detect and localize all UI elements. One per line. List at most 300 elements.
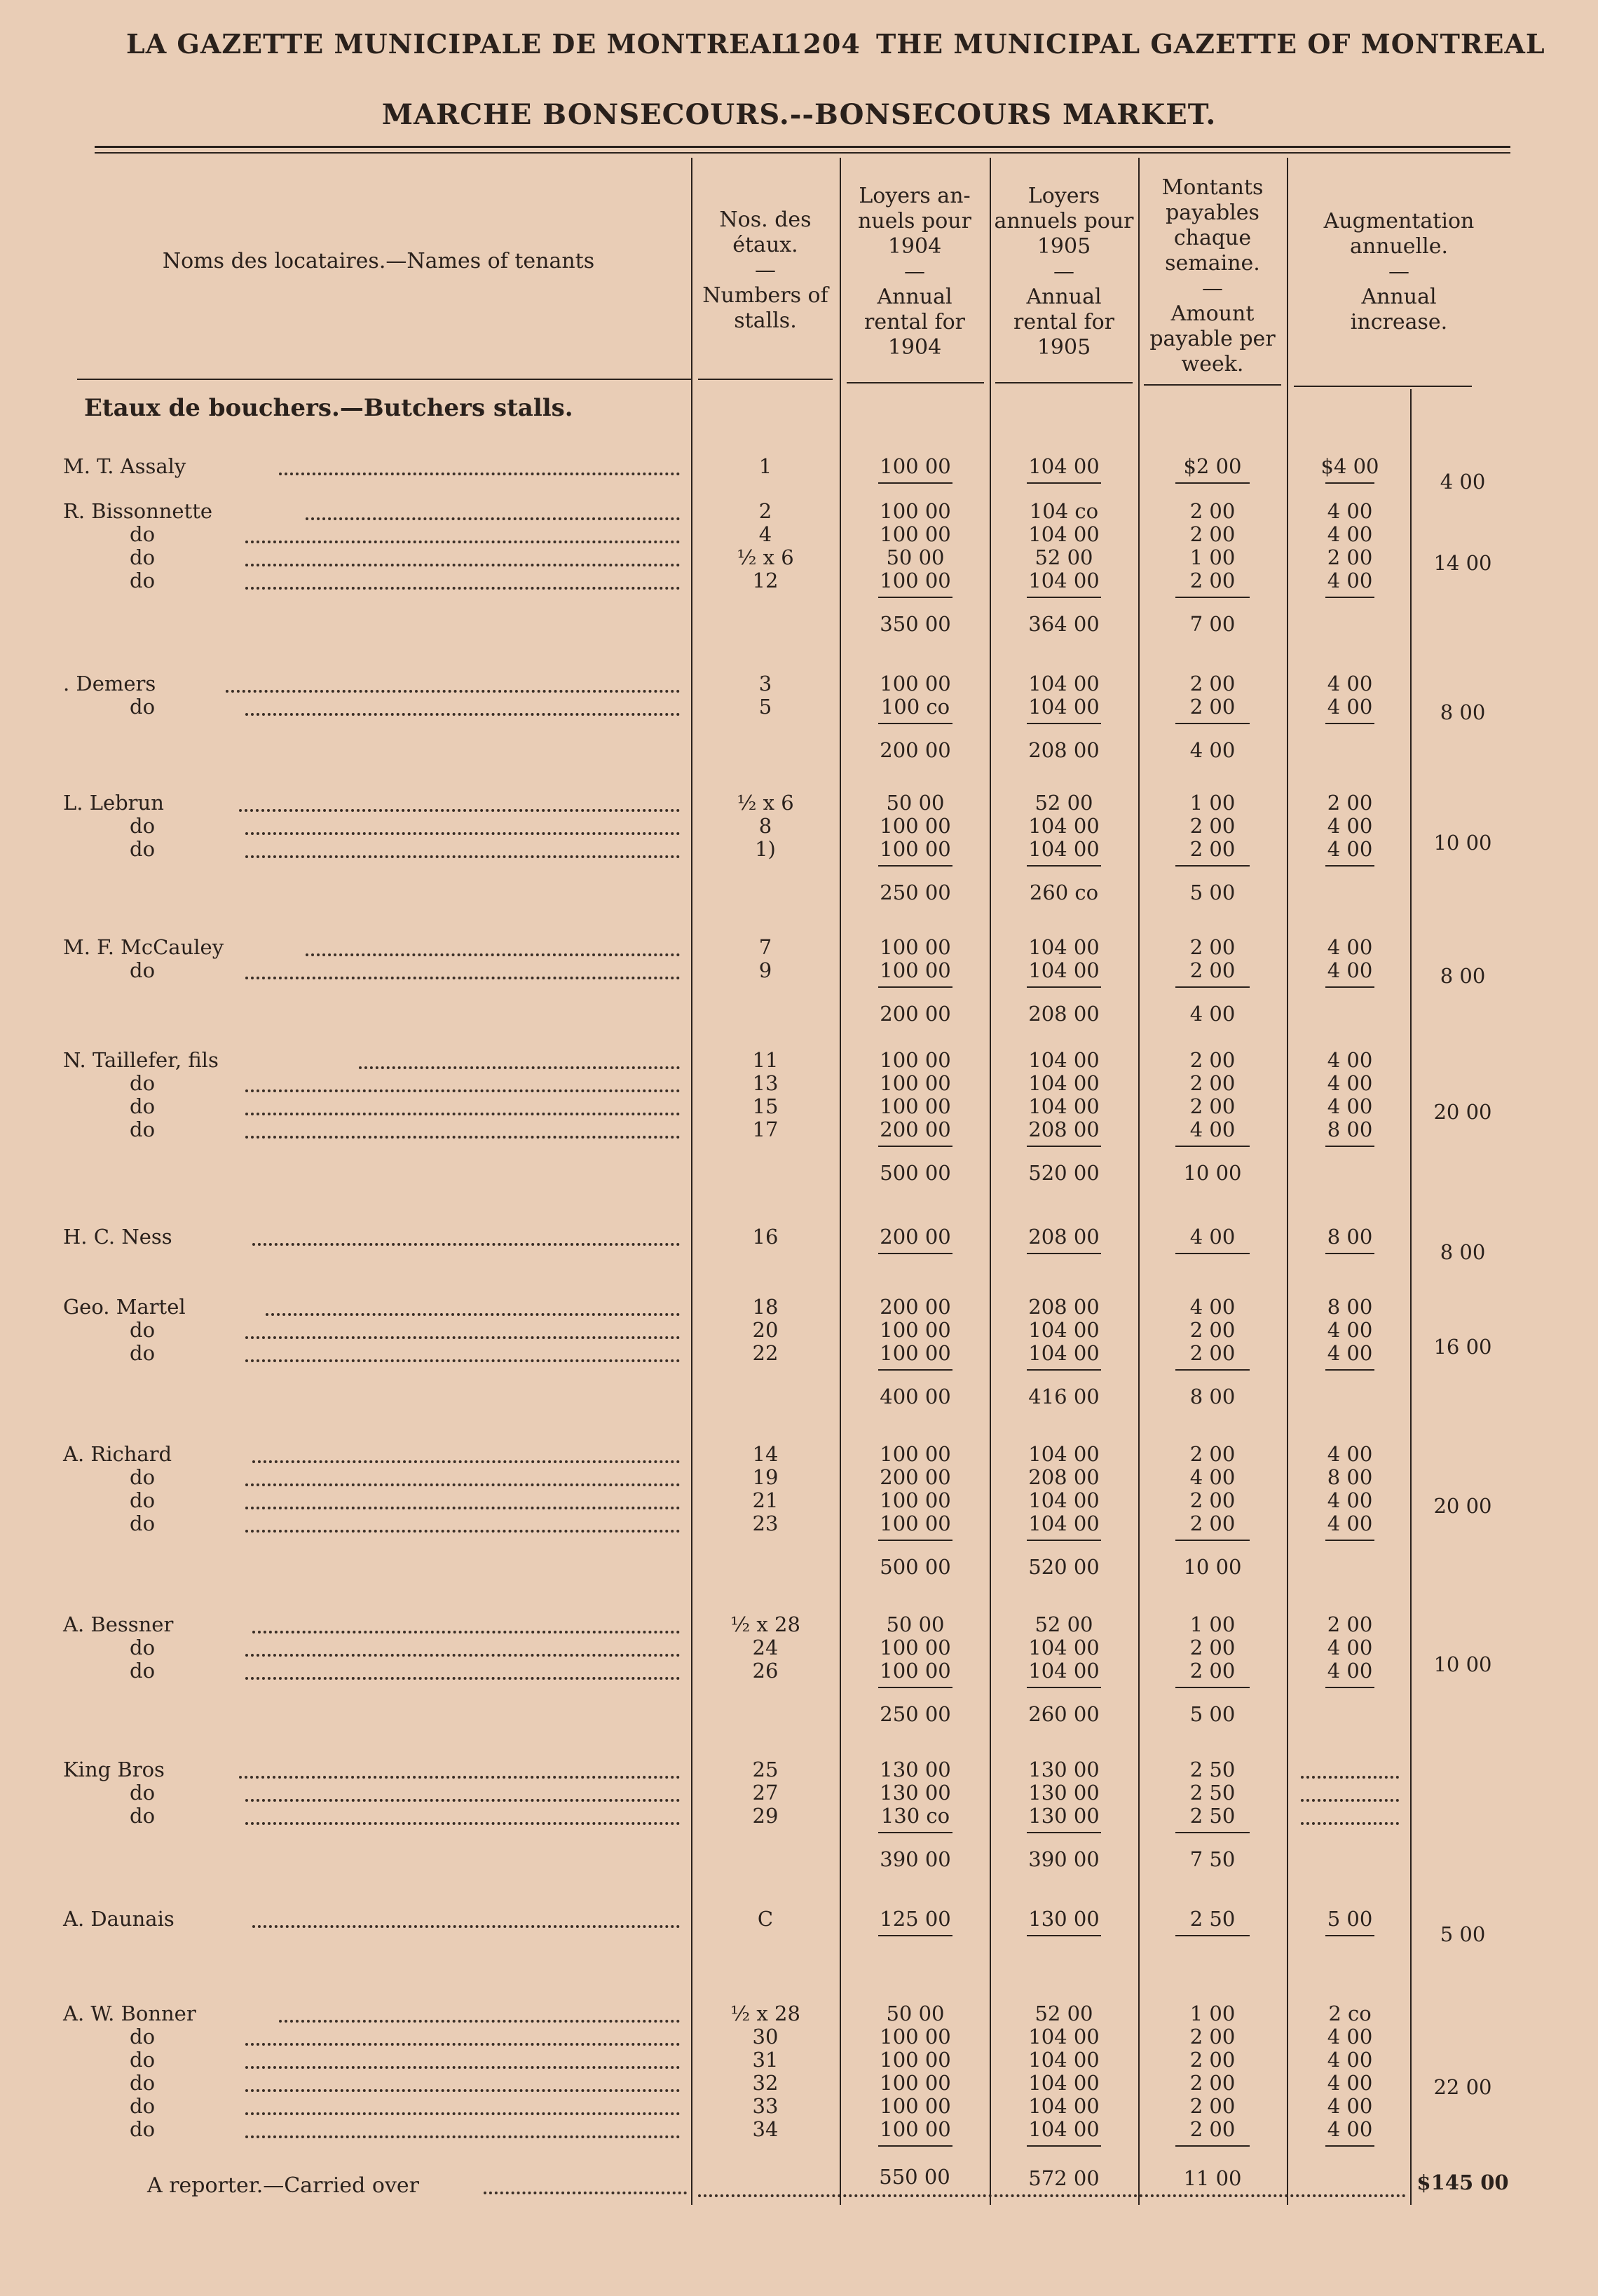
cell-weekly: 2 00 — [1189, 1094, 1236, 1118]
cell-r1905: 104 00 — [1028, 2117, 1100, 2141]
cell-r1904: 50 00 — [886, 2002, 945, 2025]
tenant-name: A. W. Bonner — [63, 2002, 196, 2025]
cell-weekly: 2 00 — [1189, 958, 1236, 982]
column-underline — [1325, 2145, 1374, 2147]
cell-weekly: 2 00 — [1189, 2117, 1236, 2141]
cell-weekly: 2 00 — [1189, 1318, 1236, 1342]
cell-r1904: 200 00 — [880, 1465, 951, 1489]
cell-weekly: $2 00 — [1183, 454, 1242, 478]
cell-r1904: 50 00 — [886, 791, 945, 815]
cell-r1905: 208 00 — [1028, 1118, 1100, 1141]
cell-weekly: 1 00 — [1189, 2002, 1236, 2025]
leader-dots — [245, 1530, 680, 1533]
cell-increase: 4 00 — [1327, 1488, 1373, 1512]
cell-r1905: 104 00 — [1028, 672, 1100, 695]
cell-r1904: 100 00 — [880, 1659, 951, 1683]
cell-r1905: 104 00 — [1028, 2048, 1100, 2072]
subtotal-r1904: 500 00 — [880, 1555, 951, 1579]
cell-weekly: 2 00 — [1189, 522, 1236, 546]
leader-dots — [245, 2135, 680, 2138]
cell-increase: 4 00 — [1327, 1094, 1373, 1118]
leader-dots — [245, 1654, 680, 1657]
leader-dots — [226, 690, 680, 693]
column-underline — [878, 1146, 952, 1147]
column-underline — [878, 1687, 952, 1688]
cell-r1904: 50 00 — [886, 545, 945, 569]
column-header-weekly: Montants payables chaque semaine. — Amount payable per week. — [1149, 175, 1276, 376]
subtotal-weekly: 5 00 — [1189, 1702, 1236, 1726]
cell-increase: 8 00 — [1327, 1295, 1373, 1319]
column-underline — [1027, 986, 1101, 988]
leader-dots — [245, 1822, 680, 1825]
header-rule-1904 — [847, 382, 984, 383]
cell-r1905: 52 00 — [1034, 791, 1093, 815]
cell-r1904: 100 00 — [880, 2094, 951, 2118]
col-separator-names — [691, 158, 692, 2205]
cell-stall: ½ x 6 — [737, 545, 794, 569]
column-underline — [878, 865, 952, 867]
tenant-name: King Bros — [63, 1758, 165, 1781]
cell-r1904: 100 00 — [880, 837, 951, 861]
subtotal-r1905: 390 00 — [1028, 1847, 1100, 1871]
leader-dots — [245, 1359, 680, 1362]
cell-increase: 4 00 — [1327, 814, 1373, 838]
leader-dots — [245, 1507, 680, 1509]
group-total: 8 00 — [1440, 700, 1486, 724]
subtotal-r1905: 208 00 — [1028, 738, 1100, 762]
cell-weekly: 2 00 — [1189, 695, 1236, 719]
cell-r1904: 100 00 — [880, 1318, 951, 1342]
cell-weekly: 1 00 — [1189, 1612, 1236, 1636]
cell-r1904: 100 00 — [880, 1048, 951, 1072]
column-underline — [1175, 865, 1250, 867]
cell-r1904: 100 00 — [880, 522, 951, 546]
column-underline — [1175, 1935, 1250, 1936]
leader-dots — [306, 517, 680, 520]
cell-r1904: 130 00 — [880, 1781, 951, 1805]
cell-stall: 1 — [758, 454, 772, 478]
tenant-name: A. Bessner — [63, 1612, 174, 1636]
cell-stall: 9 — [758, 958, 772, 982]
cell-r1905: 104 00 — [1028, 1488, 1100, 1512]
leader-dots — [252, 1243, 680, 1246]
cell-r1905: 104 00 — [1028, 1048, 1100, 1072]
cell-stall: 30 — [752, 2025, 779, 2049]
column-underline — [1027, 1687, 1101, 1688]
column-underline — [1175, 1687, 1250, 1688]
page-subtitle: MARCHE BONSECOURS.--BONSECOURS MARKET. — [381, 98, 1217, 131]
cell-r1905: 104 00 — [1028, 695, 1100, 719]
cell-r1905: 208 00 — [1028, 1465, 1100, 1489]
column-underline — [1325, 986, 1374, 988]
subtotal-r1905: 520 00 — [1028, 1555, 1100, 1579]
column-header-names: Noms des locataires.—Names of tenants — [162, 249, 595, 273]
ditto-mark: do — [130, 2117, 156, 2141]
leader-dots — [1301, 1776, 1399, 1779]
cell-r1904: 100 00 — [880, 814, 951, 838]
column-underline — [1175, 986, 1250, 988]
header-rule-names — [77, 379, 691, 380]
cell-increase: 4 00 — [1327, 1512, 1373, 1535]
ditto-mark: do — [130, 814, 156, 838]
cell-weekly: 2 00 — [1189, 569, 1236, 592]
cell-r1904: 125 00 — [880, 1907, 951, 1931]
carried-over-total: $145 00 — [1416, 2171, 1509, 2194]
cell-increase: 4 00 — [1327, 499, 1373, 523]
column-underline — [1175, 1146, 1250, 1147]
group-total: 5 00 — [1440, 1922, 1486, 1946]
cell-weekly: 2 00 — [1189, 2025, 1236, 2049]
subtotal-r1904: 400 00 — [880, 1385, 951, 1408]
cell-weekly: 2 00 — [1189, 1636, 1236, 1659]
column-underline — [878, 1540, 952, 1541]
group-total: 4 00 — [1440, 470, 1486, 494]
ditto-mark: do — [130, 958, 156, 982]
ditto-mark: do — [130, 1318, 156, 1342]
cell-weekly: 2 00 — [1189, 499, 1236, 523]
column-underline — [1175, 2145, 1250, 2147]
cell-increase: 4 00 — [1327, 1442, 1373, 1466]
leader-dots — [245, 587, 680, 590]
cell-r1904: 100 00 — [880, 672, 951, 695]
cell-r1905: 104 00 — [1028, 814, 1100, 838]
col-separator-1904 — [990, 158, 991, 2205]
cell-stall: 3 — [758, 672, 772, 695]
cell-r1904: 100 00 — [880, 499, 951, 523]
cell-r1905: 104 00 — [1028, 2071, 1100, 2095]
column-underline — [1175, 1369, 1250, 1371]
cell-stall: 18 — [752, 1295, 779, 1319]
column-header-rent-1905: Loyers annuels pour 1905 — Annual rental for 1905 — [994, 184, 1134, 360]
cell-stall: 20 — [752, 1318, 779, 1342]
cell-stall: ½ x 6 — [737, 791, 794, 815]
cell-r1905: 104 00 — [1028, 522, 1100, 546]
column-underline — [878, 482, 952, 484]
cell-weekly: 2 00 — [1189, 2094, 1236, 2118]
leader-dots — [245, 564, 680, 566]
column-underline — [1325, 1540, 1374, 1541]
ditto-mark: do — [130, 2048, 156, 2072]
cell-r1904: 100 00 — [880, 454, 951, 478]
subtotal-r1904: 250 00 — [880, 881, 951, 904]
cell-increase: 4 00 — [1327, 2117, 1373, 2141]
cell-stall: 4 — [758, 522, 772, 546]
cell-weekly: 4 00 — [1189, 1295, 1236, 1319]
cell-weekly: 2 50 — [1189, 1804, 1236, 1828]
leader-dots — [245, 2089, 680, 2092]
cell-stall: 33 — [752, 2094, 779, 2118]
subtotal-weekly: 10 00 — [1183, 1161, 1242, 1185]
cell-r1905: 104 00 — [1028, 2094, 1100, 2118]
cell-weekly: 2 00 — [1189, 1659, 1236, 1683]
cell-stall: 29 — [752, 1804, 779, 1828]
column-underline — [1027, 2145, 1101, 2147]
column-underline — [1325, 1935, 1374, 1936]
subtotal-r1904: 200 00 — [880, 1002, 951, 1026]
cell-r1904: 100 00 — [880, 935, 951, 959]
cell-r1905: 104 00 — [1028, 1318, 1100, 1342]
ditto-mark: do — [130, 2094, 156, 2118]
leader-dots — [359, 1066, 680, 1069]
cell-increase: 4 00 — [1327, 522, 1373, 546]
col-separator-1905 — [1138, 158, 1140, 2205]
cell-r1905: 104 00 — [1028, 2025, 1100, 2049]
cell-weekly: 2 00 — [1189, 1512, 1236, 1535]
subtotal-weekly: 4 00 — [1189, 738, 1236, 762]
column-underline — [1175, 723, 1250, 724]
cell-r1905: 104 00 — [1028, 1094, 1100, 1118]
subtotal-weekly: 5 00 — [1189, 881, 1236, 904]
cell-increase: 4 00 — [1327, 1318, 1373, 1342]
subtotal-weekly: 7 50 — [1189, 1847, 1236, 1871]
tenant-name: L. Lebrun — [63, 791, 164, 815]
leader-dots — [279, 2020, 680, 2023]
cell-r1905: 104 00 — [1028, 1512, 1100, 1535]
cell-weekly: 2 00 — [1189, 1488, 1236, 1512]
cell-increase: 4 00 — [1327, 672, 1373, 695]
cell-stall: 1) — [755, 837, 776, 861]
cell-increase: 5 00 — [1327, 1907, 1373, 1931]
cell-r1904: 100 00 — [880, 2025, 951, 2049]
cell-increase: 2 00 — [1327, 545, 1373, 569]
leader-dots — [239, 809, 680, 812]
cell-stall: 31 — [752, 2048, 779, 2072]
ditto-mark: do — [130, 1465, 156, 1489]
cell-r1904: 100 co — [880, 695, 950, 719]
leader-dots — [245, 855, 680, 858]
ditto-mark: do — [130, 1804, 156, 1828]
group-total: 8 00 — [1440, 963, 1486, 988]
subtotal-r1905: 260 00 — [1028, 1702, 1100, 1726]
cell-increase: 4 00 — [1327, 2048, 1373, 2072]
column-header-increase: Augmentation annuelle. — Annual increase. — [1323, 209, 1475, 334]
group-total: 10 00 — [1433, 831, 1492, 855]
cell-increase: 2 co — [1328, 2002, 1372, 2025]
cell-weekly: 2 00 — [1189, 1442, 1236, 1466]
cell-increase: 4 00 — [1327, 2094, 1373, 2118]
leader-dots — [245, 832, 680, 835]
column-underline — [1325, 1253, 1374, 1254]
leader-dots — [252, 1925, 680, 1928]
cell-r1904: 130 co — [880, 1804, 950, 1828]
column-underline — [1325, 597, 1374, 598]
subtotal-weekly: 7 00 — [1189, 612, 1236, 636]
column-underline — [878, 723, 952, 724]
group-total: 20 00 — [1433, 1099, 1492, 1124]
tenant-name: . Demers — [63, 672, 156, 695]
ditto-mark: do — [130, 569, 156, 592]
cell-stall: 7 — [758, 935, 772, 959]
cell-r1905: 104 00 — [1028, 958, 1100, 982]
cell-r1905: 130 00 — [1028, 1907, 1100, 1931]
column-underline — [878, 1369, 952, 1371]
group-total: 8 00 — [1440, 1240, 1486, 1264]
cell-stall: ½ x 28 — [730, 1612, 800, 1636]
tenant-name: N. Taillefer, fils — [63, 1048, 219, 1072]
cell-r1904: 100 00 — [880, 569, 951, 592]
header-rule-increase — [1294, 386, 1472, 387]
cell-increase: 4 00 — [1327, 958, 1373, 982]
cell-stall: ½ x 28 — [730, 2002, 800, 2025]
cell-stall: 12 — [752, 569, 779, 592]
cell-increase: 8 00 — [1327, 1118, 1373, 1141]
cell-weekly: 2 50 — [1189, 1907, 1236, 1931]
column-underline — [1325, 1146, 1374, 1147]
column-underline — [1175, 482, 1250, 484]
column-underline — [1325, 482, 1374, 484]
column-header-rent-1904: Loyers an- nuels pour 1904 — Annual rental for 1904 — [858, 184, 971, 360]
cell-increase: 2 00 — [1327, 1612, 1373, 1636]
col-separator-weekly — [1287, 158, 1288, 2205]
column-underline — [878, 2145, 952, 2147]
cell-r1905: 104 00 — [1028, 837, 1100, 861]
cell-weekly: 4 00 — [1189, 1225, 1236, 1249]
leader-dots — [239, 1776, 680, 1779]
cell-stall: 27 — [752, 1781, 779, 1805]
subtotal-r1905: 208 00 — [1028, 1002, 1100, 1026]
leader-dots — [245, 2043, 680, 2046]
ditto-mark: do — [130, 1659, 156, 1683]
cell-r1904: 100 00 — [880, 1488, 951, 1512]
cell-r1905: 104 00 — [1028, 569, 1100, 592]
cell-stall: C — [757, 1907, 774, 1931]
cell-r1905: 130 00 — [1028, 1804, 1100, 1828]
leader-dots — [245, 1336, 680, 1339]
column-underline — [878, 1253, 952, 1254]
cell-increase: 4 00 — [1327, 695, 1373, 719]
ditto-mark: do — [130, 1118, 156, 1141]
cell-stall: 5 — [758, 695, 772, 719]
cell-increase: 4 00 — [1327, 569, 1373, 592]
column-underline — [1027, 1832, 1101, 1833]
cell-stall: 17 — [752, 1118, 779, 1141]
cell-stall: 14 — [752, 1442, 779, 1466]
cell-weekly: 4 00 — [1189, 1465, 1236, 1489]
cell-stall: 32 — [752, 2071, 779, 2095]
header-left-title: LA GAZETTE MUNICIPALE DE MONTREAL — [126, 28, 791, 60]
cell-stall: 34 — [752, 2117, 779, 2141]
column-underline — [1325, 1369, 1374, 1371]
cell-stall: 25 — [752, 1758, 779, 1781]
leader-dots — [252, 1631, 680, 1633]
leader-dots — [266, 1313, 680, 1316]
cell-r1904: 100 00 — [880, 1094, 951, 1118]
cell-r1905: 104 co — [1029, 499, 1099, 523]
cell-stall: 21 — [752, 1488, 779, 1512]
column-underline — [1027, 1369, 1101, 1371]
subtotal-weekly: 4 00 — [1189, 1002, 1236, 1026]
cell-weekly: 1 00 — [1189, 791, 1236, 815]
carried-over-1904: 550 00 — [879, 2165, 950, 2189]
cell-r1905: 104 00 — [1028, 1442, 1100, 1466]
column-underline — [1027, 1540, 1101, 1541]
cell-r1904: 200 00 — [880, 1225, 951, 1249]
tenant-name: M. T. Assaly — [63, 454, 186, 478]
cell-r1904: 100 00 — [880, 2117, 951, 2141]
leader-dots — [306, 953, 680, 956]
column-underline — [878, 1935, 952, 1936]
ditto-mark: do — [130, 2025, 156, 2049]
group-total: 22 00 — [1433, 2074, 1492, 2099]
cell-stall: 24 — [752, 1636, 779, 1659]
group-total: 16 00 — [1433, 1335, 1492, 1359]
cell-r1904: 100 00 — [880, 958, 951, 982]
column-underline — [1175, 1540, 1250, 1541]
cell-weekly: 2 00 — [1189, 814, 1236, 838]
cell-stall: 2 — [758, 499, 772, 523]
page-number: 1204 — [784, 28, 861, 60]
cell-r1904: 200 00 — [880, 1118, 951, 1141]
tenant-name: M. F. McCauley — [63, 935, 224, 959]
cell-increase: 4 00 — [1327, 1341, 1373, 1365]
cell-r1904: 100 00 — [880, 1512, 951, 1535]
subtotal-r1904: 250 00 — [880, 1702, 951, 1726]
leader-dots — [245, 977, 680, 979]
column-underline — [1027, 482, 1101, 484]
subtotal-r1904: 350 00 — [880, 612, 951, 636]
cell-increase: 4 00 — [1327, 1636, 1373, 1659]
subtotal-weekly: 10 00 — [1183, 1555, 1242, 1579]
tenant-name: H. C. Ness — [63, 1225, 172, 1249]
cell-r1905: 130 00 — [1028, 1781, 1100, 1805]
ditto-mark: do — [130, 1512, 156, 1535]
cell-stall: 23 — [752, 1512, 779, 1535]
cell-increase: 8 00 — [1327, 1465, 1373, 1489]
ditto-mark: do — [130, 1094, 156, 1118]
cell-increase: 4 00 — [1327, 2025, 1373, 2049]
cell-r1905: 52 00 — [1034, 1612, 1093, 1636]
tenant-name: Geo. Martel — [63, 1295, 186, 1319]
cell-stall: 19 — [752, 1465, 779, 1489]
leader-dots — [698, 2194, 1406, 2197]
cell-stall: 26 — [752, 1659, 779, 1683]
leader-dots — [484, 2192, 687, 2194]
leader-dots — [245, 541, 680, 543]
cell-r1904: 130 00 — [880, 1758, 951, 1781]
cell-weekly: 2 00 — [1189, 935, 1236, 959]
column-underline — [878, 597, 952, 598]
leader-dots — [252, 1460, 680, 1463]
subtotal-weekly: 8 00 — [1189, 1385, 1236, 1408]
subtotal-r1904: 500 00 — [880, 1161, 951, 1185]
group-total: 10 00 — [1433, 1652, 1492, 1676]
subtotal-r1905: 364 00 — [1028, 612, 1100, 636]
cell-r1905: 104 00 — [1028, 454, 1100, 478]
cell-r1905: 104 00 — [1028, 1341, 1100, 1365]
header-rule-1905 — [995, 382, 1133, 383]
cell-stall: 11 — [752, 1048, 779, 1072]
ditto-mark: do — [130, 1636, 156, 1659]
cell-r1904: 100 00 — [880, 1071, 951, 1095]
cell-increase: 4 00 — [1327, 1659, 1373, 1683]
subtotal-r1905: 520 00 — [1028, 1161, 1100, 1185]
column-underline — [1325, 865, 1374, 867]
leader-dots — [245, 713, 680, 716]
cell-r1905: 104 00 — [1028, 935, 1100, 959]
cell-stall: 16 — [752, 1225, 779, 1249]
cell-r1904: 100 00 — [880, 1442, 951, 1466]
cell-weekly: 2 00 — [1189, 2048, 1236, 2072]
cell-increase: 2 00 — [1327, 791, 1373, 815]
column-underline — [1175, 597, 1250, 598]
column-underline — [1175, 1253, 1250, 1254]
leader-dots — [245, 2112, 680, 2115]
cell-increase: 4 00 — [1327, 1048, 1373, 1072]
tenant-name: A. Richard — [63, 1442, 172, 1466]
cell-r1905: 104 00 — [1028, 1659, 1100, 1683]
column-underline — [1027, 865, 1101, 867]
column-underline — [1027, 1253, 1101, 1254]
